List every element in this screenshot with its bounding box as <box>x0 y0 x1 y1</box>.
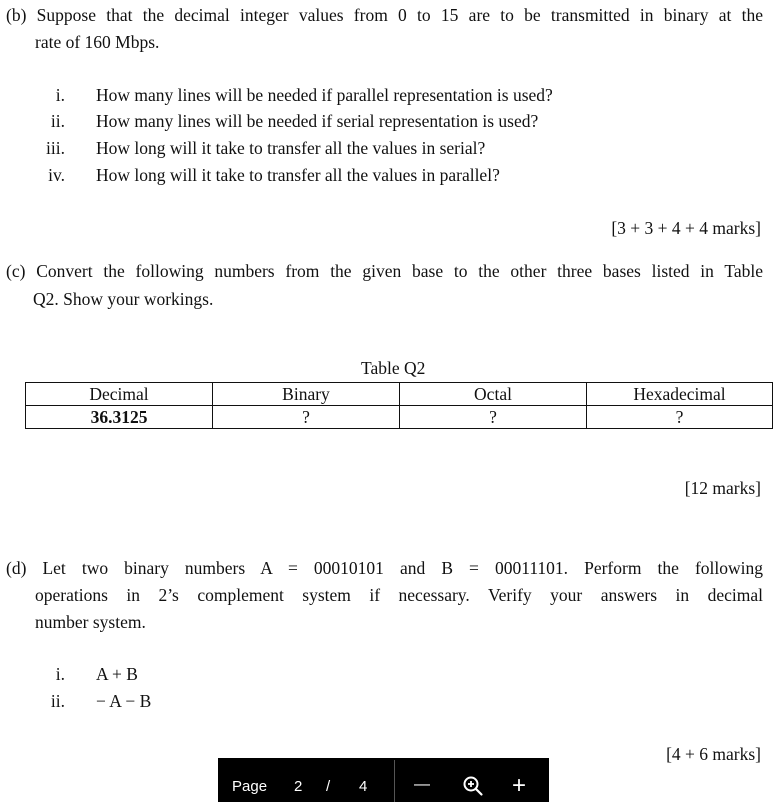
table-header-binary: Binary <box>213 383 400 406</box>
part-b-item-num: iii. <box>46 138 65 158</box>
zoom-icon[interactable] <box>462 775 484 797</box>
table-row <box>26 406 773 429</box>
part-d-line-1: (d) Let two binary numbers A = 00010101 and B = 00011101. Perform the following <box>6 558 763 578</box>
table-header-octal: Octal <box>400 383 587 406</box>
zoom-in-button[interactable]: + <box>512 772 527 799</box>
part-c-line-2: Q2. Show your workings. <box>33 289 214 309</box>
part-b-line-1: (b) Suppose that the decimal integer values from 0 to 15 are to be transmitted in binary at the <box>6 5 763 25</box>
zoom-out-button[interactable]: — <box>414 776 430 793</box>
part-b-item-num: i. <box>55 85 65 105</box>
table-cell-hexadecimal: ? <box>587 406 773 429</box>
part-b-item-text: How long will it take to transfer all the values in parallel? <box>96 165 500 185</box>
table-cell-decimal: 36.3125 <box>26 406 213 429</box>
part-d-item-text: − A − B <box>96 691 152 711</box>
part-b-item-text: How many lines will be needed if serial representation is used? <box>96 111 539 131</box>
table-header-decimal: Decimal <box>26 383 213 406</box>
page-label: Page <box>232 778 268 795</box>
page-separator: / <box>326 778 331 795</box>
part-d-line-3: number system. <box>35 612 146 632</box>
part-b-item-num: iv. <box>48 165 65 185</box>
part-d-marks: [4 + 6 marks] <box>666 744 761 764</box>
table-header-hexadecimal: Hexadecimal <box>587 383 773 406</box>
part-b-line-2: rate of 160 Mbps. <box>35 32 160 52</box>
table-header-row <box>26 383 773 406</box>
part-b-item-text: How long will it take to transfer all the values in serial? <box>96 138 486 158</box>
part-b-marks: [3 + 3 + 4 + 4 marks] <box>611 218 761 238</box>
table-caption: Table Q2 <box>361 358 426 378</box>
part-b-item-num: ii. <box>50 111 65 131</box>
part-d-item-text: A + B <box>96 664 138 684</box>
page-toolbar <box>218 758 549 802</box>
part-d-item-num: ii. <box>50 691 65 711</box>
total-pages: 4 <box>359 778 368 795</box>
part-d-item-num: i. <box>55 664 65 684</box>
part-c-marks: [12 marks] <box>684 478 761 498</box>
part-b-item-text: How many lines will be needed if parallel representation is used? <box>96 85 553 105</box>
part-d-line-2: operations in 2’s complement system if necessary. Verify your answers in decimal <box>35 585 763 605</box>
part-c-line-1: (c) Convert the following numbers from the given base to the other three bases listed in Table <box>6 261 763 281</box>
current-page-input[interactable]: 2 <box>294 778 303 795</box>
table-q2 <box>25 382 773 429</box>
toolbar-divider <box>394 760 395 802</box>
table-cell-binary: ? <box>213 406 400 429</box>
table-cell-octal: ? <box>400 406 587 429</box>
